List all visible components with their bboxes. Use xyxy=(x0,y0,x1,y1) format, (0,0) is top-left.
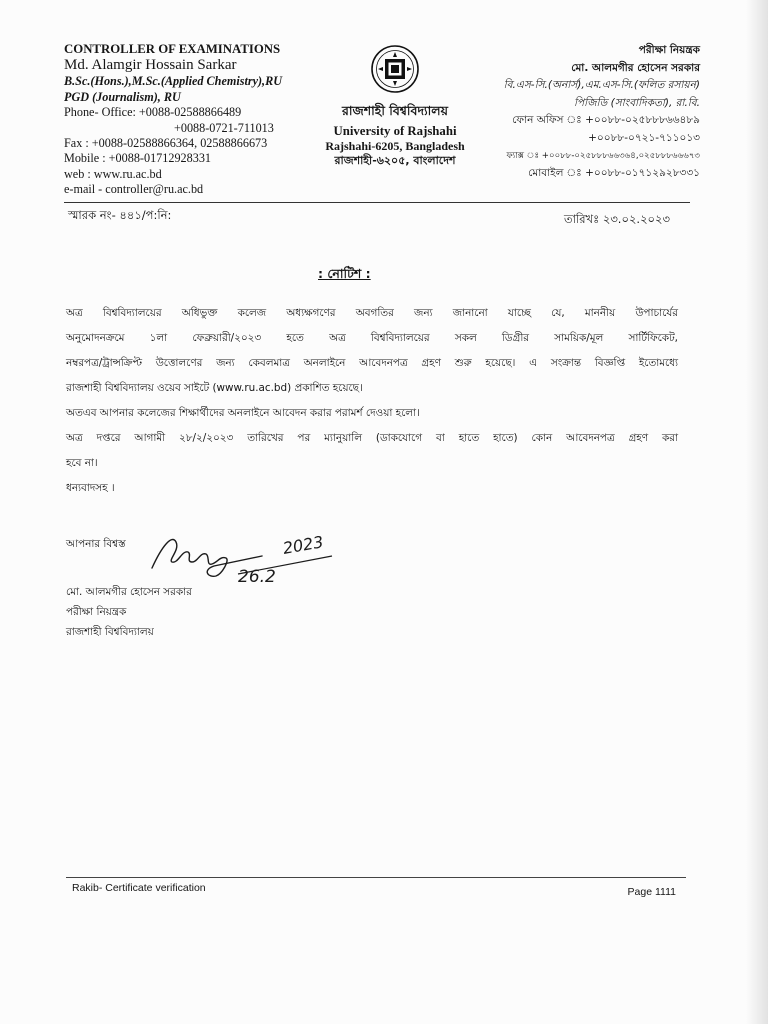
officer-degrees: B.Sc.(Hons.),M.Sc.(Applied Chemistry),RU xyxy=(64,74,283,89)
university-logo-icon xyxy=(370,44,420,94)
phone-office-bn: ফোন অফিস ঃ +০০৮৮-০২৫৮৮৮৬৬৪৮৯ xyxy=(512,114,700,127)
signatory-designation: পরীক্ষা নিয়ন্ত্রক xyxy=(66,606,127,618)
page-number: Page 1111 xyxy=(627,886,676,898)
body-line: অত্র দপ্তরে আগামী ২৮/২/২০২৩ তারিখের পর ম্যানুয়ালি (ডাকযোগে বা হাতে হাতে) কোন আবেদনপত্র গ্রহণ করা xyxy=(66,432,678,444)
body-line: অত্র বিশ্ববিদ্যালয়ের অধিভুক্ত কলেজ অধ্যক্ষগণের অবগতির জন্য জানানো যাচ্ছে যে, মাননীয় উপাচার্যের xyxy=(66,307,678,319)
university-address-en: Rajshahi-6205, Bangladesh xyxy=(325,139,465,153)
email: e-mail - controller@ru.ac.bd xyxy=(64,182,204,197)
handwritten-signature xyxy=(142,516,342,590)
footer-note: Rakib- Certificate verification xyxy=(72,882,206,894)
phone-office: Phone- Office: +0088-02588866489 xyxy=(64,105,242,120)
phone-office-bn-2: +০০৮৮-০৭২১-৭১১০১৩ xyxy=(588,131,700,144)
university-address-bn: রাজশাহী-৬২০৫, বাংলাদেশ xyxy=(334,154,456,167)
body-line: অতএব আপনার কলেজের শিক্ষার্থীদের অনলাইনে আবেদন করার পরামর্শ দেওয়া হলো। xyxy=(66,407,420,419)
letterhead-right xyxy=(440,42,700,183)
header-divider xyxy=(64,202,690,203)
website: web : www.ru.ac.bd xyxy=(64,166,162,181)
letterhead-left xyxy=(64,42,324,198)
memo-number: স্মারক নং- ৪৪১/প:নি: xyxy=(68,208,172,222)
closing: আপনার বিশ্বস্ত xyxy=(66,538,126,550)
notice-title: : নোটিশ : xyxy=(318,266,371,281)
page-edge-shadow xyxy=(746,0,768,1024)
body-line: অনুমোদনক্রমে ১লা ফেব্রুয়ারী/২০২৩ হতে অত্র বিশ্ববিদ্যালয়ের সকল ডিগ্রীর সাময়িক/মূল সার্টিফিকেট, xyxy=(66,332,678,344)
footer-divider xyxy=(66,877,686,878)
office-title: CONTROLLER OF EXAMINATIONS xyxy=(64,42,281,56)
signatory-name: মো. আলমগীর হোসেন সরকার xyxy=(66,586,192,598)
officer-name-bn: মো. আলমগীর হোসেন সরকার xyxy=(571,61,700,74)
mobile-bn: মোবাইল ঃ +০০৮৮-০১৭১২৯২৮৩৩১ xyxy=(528,167,700,180)
officer-degrees-bn-2: পিজিডি (সাংবাদিকতা), রা.বি. xyxy=(574,96,700,109)
body-line: রাজশাহী বিশ্ববিদ্যালয় ওয়েব সাইটে (www.ru.ac.bd) প্রকাশিত হয়েছে। xyxy=(66,382,363,394)
officer-name: Md. Alamgir Hossain Sarkar xyxy=(64,57,237,74)
university-name-bn: রাজশাহী বিশ্ববিদ্যালয় xyxy=(342,103,448,118)
officer-degrees-2: PGD (Journalism), RU xyxy=(64,89,181,104)
body-line: নম্বরপত্র/ট্রান্সক্রিপ্ট উত্তোলণের জন্য কেবলমাত্র অনলাইনে আবেদনপত্র গ্রহণ শুরু হয়েছে। এ সংক্রান্ত বিজ্ঞপ্তি ইতোমধ্যে xyxy=(66,357,678,369)
thanks-line: ধন্যবাদসহ । xyxy=(66,482,115,494)
body-line: হবে না। xyxy=(66,457,98,469)
phone-office-2: +0088-0721-711013 xyxy=(174,120,274,135)
mobile: Mobile : +0088-01712928331 xyxy=(64,151,212,166)
university-name-en: University of Rajshahi xyxy=(333,124,457,138)
fax-bn: ফ্যাক্স ঃ +০০৮৮-০২৫৮৮৮৬৬৩৬৪,০২৫৮৮৮৬৬৬৭৩ xyxy=(506,150,700,161)
fax: Fax : +0088-02588866364, 02588866673 xyxy=(64,136,268,151)
svg-text:26.2: 26.2 xyxy=(238,567,276,587)
notice-body xyxy=(66,301,678,501)
office-title-bn: পরীক্ষা নিয়ন্ত্রক xyxy=(638,44,700,56)
signatory-office: রাজশাহী বিশ্ববিদ্যালয় xyxy=(66,626,154,638)
svg-text:2023: 2023 xyxy=(281,532,325,558)
memo-date: তারিখঃ ২৩.০২.২০২৩ xyxy=(563,212,670,226)
officer-degrees-bn: বি.এস-সি.(অনার্স),এম.এস-সি.(ফলিত রসায়ন) xyxy=(503,79,700,92)
